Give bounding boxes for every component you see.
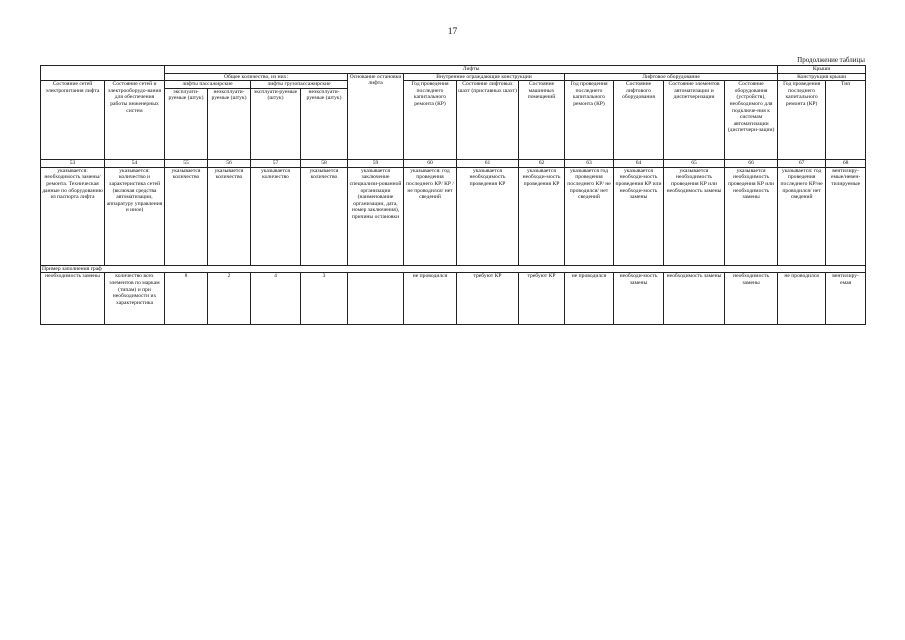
instruction-c57: указывается количество (251, 167, 301, 265)
example-c59 (348, 273, 404, 325)
example-c68: вентилиру-емая (826, 273, 866, 325)
header-c65: Состояние элементов автоматизации и диспетчеризации (664, 81, 725, 160)
page-number: 17 (447, 27, 458, 37)
instruction-c53: указывается: необходимость замены/ремонта. Техническая данные по оборудованию из паспорта лифта (41, 167, 105, 265)
example-title: Пример заполнения граф (41, 265, 866, 273)
group-internal-constructions: Внутренние ограждающие конструкции (404, 73, 565, 81)
instructions-row (41, 167, 866, 265)
column-number: 56 (208, 159, 251, 167)
example-c60: не проводился (404, 273, 457, 325)
header-c58: неэксплуати-руемые (штук) (301, 88, 348, 159)
instruction-c67: указывается: год проведения последнего КР/не проводился/ нет сведений (778, 167, 826, 265)
example-c63: не проводился (565, 273, 614, 325)
header-c55: эксплуати-руемые (штук) (165, 88, 208, 159)
header-c61: Состояние лифтовых шахт (приставных шахт) (457, 81, 519, 160)
column-number: 62 (519, 159, 565, 167)
header-row-groups-mid (41, 73, 866, 81)
column-number: 55 (165, 159, 208, 167)
column-number: 68 (826, 159, 866, 167)
example-c65: необходимость замены (664, 273, 725, 325)
column-number: 60 (404, 159, 457, 167)
instruction-c62: указывается необходи-мость проведения КР (519, 167, 565, 265)
group-lift-equipment: Лифтовое оборудование (565, 73, 778, 81)
group-roof-construction: Конструкция крыши (778, 73, 866, 81)
instruction-c59: указывается заключение специализи-рованной организации (наименование организации, дата, номер заключения), причины остановки (348, 167, 404, 265)
example-title-row (41, 265, 866, 273)
column-number: 64 (614, 159, 664, 167)
header-c66: Состояние оборудования (устройств), необходимого для подключе-ния к системам автоматизации (диспетчери-зации) (725, 81, 778, 160)
example-c56: 2 (208, 273, 251, 325)
column-number: 66 (725, 159, 778, 167)
instruction-c55: указывается количество (165, 167, 208, 265)
header-row-groups-top (41, 66, 866, 74)
group-total-count: Общее количество, из них: (165, 73, 348, 81)
instruction-c63: указывается год проведения последнего КР/ не проводился/ нет сведений (565, 167, 614, 265)
example-c61: требуют КР (457, 273, 519, 325)
header-c57: эксплуати-руемые (штук) (251, 88, 301, 159)
header-c60: Год проведения последнего капитального ремонта (КР) (404, 81, 457, 160)
header-c64: Состояние лифтового оборудования (614, 81, 664, 160)
column-number: 67 (778, 159, 826, 167)
instruction-c54: указывается: количество и характеристика сетей (включая средства автоматизации, аппаратуру управления и иное) (105, 167, 165, 265)
header-c68: Тип (826, 81, 866, 160)
group-passenger-lifts: лифты пассажирские (165, 81, 251, 89)
column-number: 59 (348, 159, 404, 167)
example-c57: 4 (251, 273, 301, 325)
instruction-c61: указывается необходимость проведения КР (457, 167, 519, 265)
group-lifts: Лифты (165, 66, 778, 74)
instruction-c68: вентилиру-емые/невен-тилируемые (826, 167, 866, 265)
group-roofs: Крыши (778, 66, 866, 74)
column-number: 65 (664, 159, 725, 167)
example-c67: не проводился (778, 273, 826, 325)
column-number: 57 (251, 159, 301, 167)
example-c62: требуют КР (519, 273, 565, 325)
example-c54: количество всех элементов по маркам (типам) и при необходимости их характеристика (105, 273, 165, 325)
header-c63: Год проведения последнего капитального ремонта (КР) (565, 81, 614, 160)
header-c56: неэксплуати-руемые (штук) (208, 88, 251, 159)
example-c64: необходи-мость замены (614, 273, 664, 325)
column-number: 61 (457, 159, 519, 167)
header-c62: Состояние машинных помещений (519, 81, 565, 160)
column-number: 63 (565, 159, 614, 167)
example-c53: необходимость замены (41, 273, 105, 325)
header-c54: Состояние сетей и электрооборудо-вания для обеспечения работы инженерных систем (105, 81, 165, 160)
header-row-groups-sub (41, 81, 866, 89)
column-number: 58 (301, 159, 348, 167)
example-row (41, 273, 866, 325)
instruction-c58: указывается количество (301, 167, 348, 265)
instruction-c65: указывается необходимость проведения КР или необходимость замены (664, 167, 725, 265)
continuation-label: Продолжение таблицы (797, 56, 865, 64)
group-cargo-passenger-lifts: лифты грузопассажирские (251, 81, 348, 89)
header-c67: Год проведения последнего капитального ремонта (КР) (778, 81, 826, 160)
instruction-c56: указывается количество (208, 167, 251, 265)
blank-cell (41, 66, 165, 81)
column-number-row (41, 159, 866, 167)
instruction-c60: указывается: год проведения последнего КР/ КР / не проводился/ нет сведений (404, 167, 457, 265)
example-c66: необходимость замены (725, 273, 778, 325)
column-number: 53 (41, 159, 105, 167)
instruction-c64: указывается необходи-мость проведения КР или необходи-мость замены (614, 167, 664, 265)
example-c55: 8 (165, 273, 208, 325)
column-number: 54 (105, 159, 165, 167)
header-c59-stop-reason: Основание остановки лифта (348, 73, 404, 159)
instruction-c66: указывается необходимость проведения КР или необходимость замены (725, 167, 778, 265)
header-c53: Состояние сетей электропитания лифта (41, 81, 105, 160)
roof-lift-table (40, 65, 866, 325)
example-c58: 3 (301, 273, 348, 325)
